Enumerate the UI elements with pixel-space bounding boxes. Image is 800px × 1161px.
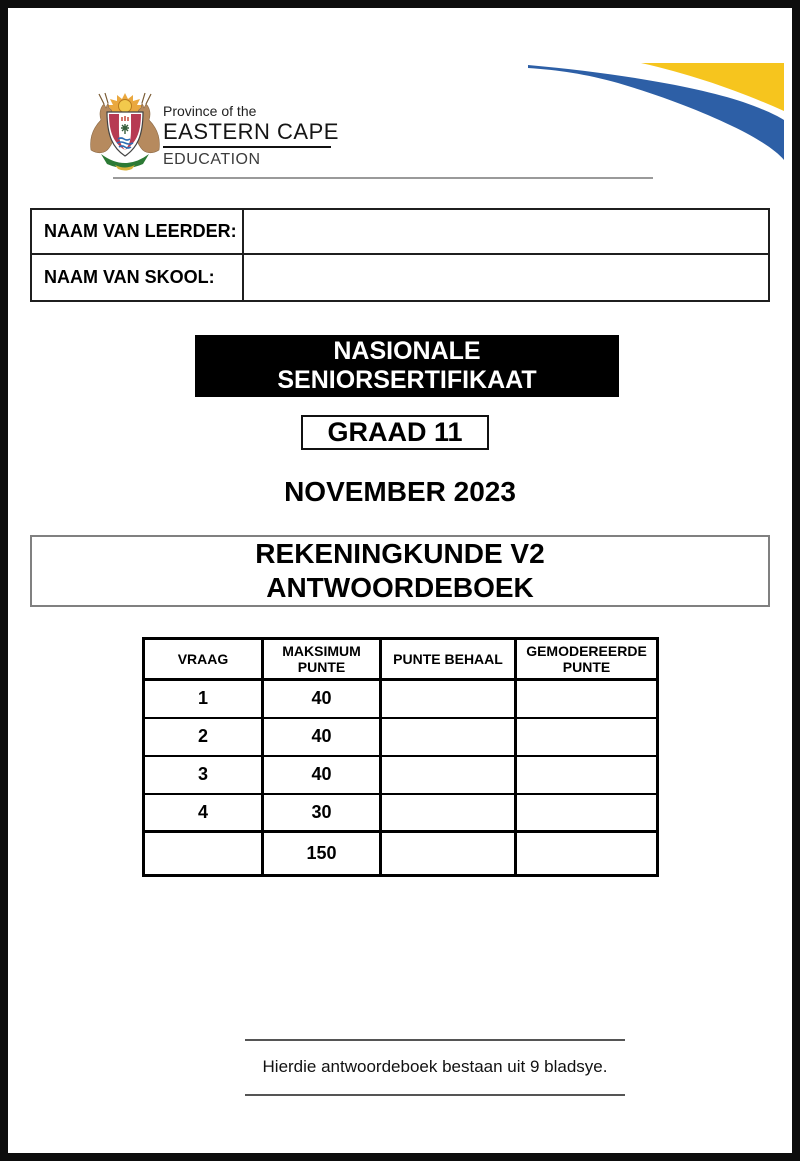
maksimum-cell: 40: [263, 718, 381, 756]
header-maksimum-punte: MAKSIMUM PUNTE: [263, 639, 381, 680]
swoosh-graphic-icon: [524, 47, 786, 175]
certificate-banner: [195, 335, 619, 397]
vraag-cell: 2: [144, 718, 263, 756]
vraag-cell: 4: [144, 794, 263, 832]
logo-wordmark: [163, 104, 339, 168]
maksimum-cell: 40: [263, 680, 381, 718]
learner-name-label: NAAM VAN LEERDER:: [32, 210, 244, 255]
marks-row: [144, 680, 658, 718]
subject-title-line1: REKENINGKUNDE V2: [255, 538, 545, 569]
punte-behaal-total-cell[interactable]: [381, 832, 516, 876]
punte-behaal-cell[interactable]: [381, 680, 516, 718]
vraag-cell: 1: [144, 680, 263, 718]
punte-behaal-cell[interactable]: [381, 794, 516, 832]
gemodereerde-total-cell[interactable]: [516, 832, 658, 876]
grade-box: GRAAD 11: [301, 415, 489, 450]
eastern-cape-coat-of-arms-icon: [85, 92, 165, 176]
marks-row: [144, 756, 658, 794]
gemodereerde-cell[interactable]: [516, 756, 658, 794]
school-name-label: NAAM VAN SKOOL:: [32, 255, 244, 300]
marks-row: [144, 718, 658, 756]
learner-info-table: [30, 208, 770, 302]
subject-title-line2: ANTWOORDEBOEK: [266, 572, 534, 603]
gemodereerde-cell[interactable]: [516, 680, 658, 718]
session-title: NOVEMBER 2023: [284, 476, 516, 507]
vraag-cell: [144, 832, 263, 876]
header-punte-behaal: PUNTE BEHAAL: [381, 639, 516, 680]
vraag-cell: 3: [144, 756, 263, 794]
crest-sun-disc: [119, 100, 132, 113]
marks-summary-table: [142, 637, 659, 877]
marks-total-row: [144, 832, 658, 876]
certificate-banner-line2: SENIORSERTIFIKAAT: [277, 366, 537, 394]
logo-underline: [163, 146, 331, 148]
logo-department: EDUCATION: [163, 151, 261, 168]
punte-behaal-cell[interactable]: [381, 718, 516, 756]
page-count-note: Hierdie antwoordeboek bestaan uit 9 bladsye.: [245, 1039, 625, 1096]
logo-province-label: Province of the: [163, 103, 257, 119]
gemodereerde-cell[interactable]: [516, 718, 658, 756]
learner-name-field[interactable]: [244, 210, 768, 255]
certificate-banner-line1: NASIONALE: [333, 337, 481, 365]
maksimum-total-cell: 150: [263, 832, 381, 876]
punte-behaal-cell[interactable]: [381, 756, 516, 794]
gemodereerde-cell[interactable]: [516, 794, 658, 832]
maksimum-cell: 40: [263, 756, 381, 794]
maksimum-cell: 30: [263, 794, 381, 832]
header-vraag: VRAAG: [144, 639, 263, 680]
header-divider-line: [113, 177, 653, 179]
school-name-field[interactable]: [244, 255, 768, 300]
header-gemodereerde-punte: GEMODEREERDE PUNTE: [516, 639, 658, 680]
marks-header-row: [144, 639, 658, 680]
logo-province-name: EASTERN CAPE: [163, 119, 339, 144]
subject-title-box: [30, 535, 770, 607]
marks-row: [144, 794, 658, 832]
